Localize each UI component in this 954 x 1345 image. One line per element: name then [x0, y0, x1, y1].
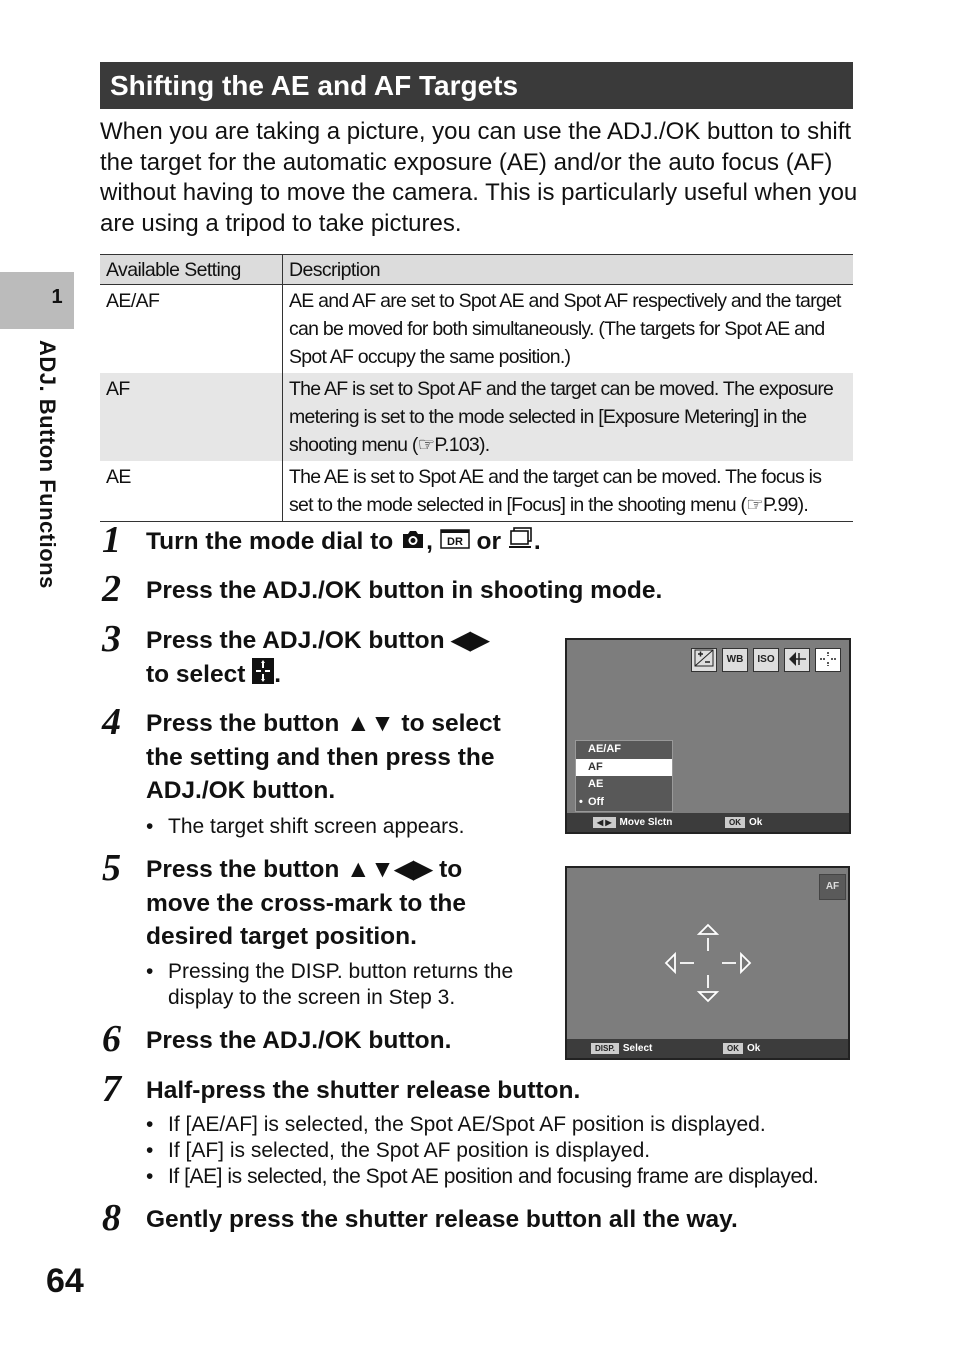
exposure-comp-icon — [691, 648, 717, 672]
step-number: 5 — [102, 847, 121, 889]
step-number: 4 — [102, 701, 121, 743]
step-3-text: Press the ADJ./OK button ◀▶ to select . — [146, 624, 489, 693]
left-right-arrows-icon: ◀▶ — [451, 627, 490, 654]
step-number: 2 — [102, 568, 121, 610]
continuous-icon — [508, 526, 534, 560]
menu-item-selected[interactable]: AF — [576, 759, 672, 777]
bullet-item: • If [AF] is selected, the Spot AF position is displayed. — [146, 1139, 651, 1162]
step-7-text: Half-press the shutter release button. — [146, 1077, 581, 1104]
camera-screen-target-shift — [565, 866, 850, 1060]
step-number: 8 — [102, 1197, 121, 1239]
move-selection-hint: Move Slctn — [619, 817, 673, 828]
reference-icon: ☞ — [746, 494, 764, 516]
screen-status-bar — [567, 813, 849, 832]
metering-icon — [784, 648, 810, 672]
select-hint: Select — [622, 1043, 653, 1054]
bullet-item: • The target shift screen appears. — [146, 815, 465, 838]
table-row — [100, 373, 853, 461]
table-cell-description: AE and AF are set to Spot AE and Spot AF respectively and the target can be moved for both simultaneously. (The targets for Spot AE and Spot AF occupy the same position.) — [289, 290, 841, 368]
left-right-key: ◀ ▶ — [593, 817, 616, 828]
step-4-text: Press the button ▲▼ to select the setting and then press the ADJ./OK button. — [146, 710, 501, 804]
iso-icon: ISO — [753, 648, 779, 672]
ok-hint: Ok — [747, 1043, 761, 1054]
page-number: 64 — [46, 1262, 84, 1300]
step-1-text: Turn the mode dial to , DR or . — [146, 525, 541, 559]
camera-screen-adj-menu — [565, 638, 851, 834]
step-2-text: Press the ADJ./OK button in shooting mode. — [146, 577, 663, 604]
bullet-item: • If [AE/AF] is selected, the Spot AE/Spot AF position is displayed. — [146, 1113, 766, 1136]
ok-key: OK — [723, 1043, 743, 1054]
table-cell-description: The AF is set to Spot AF and the target can be moved. The exposure metering is set to the mode selected in [Exposure Metering] in the shooting menu (☞P.103). — [283, 373, 854, 461]
step-5-text: Press the button ▲▼◀▶ to move the cross-mark to the desired target position. — [146, 856, 466, 950]
section-title: Shifting the AE and AF Targets — [100, 62, 853, 109]
step-8-text: Gently press the shutter release button all the way. — [146, 1206, 738, 1233]
table-cell-description: The AE is set to Spot AE and the target can be moved. The focus is set to the mode selected in [Focus] in the shooting menu (☞P.99). — [283, 461, 854, 522]
table-header-setting: Available Setting — [100, 255, 283, 285]
svg-text:DR: DR — [446, 535, 463, 548]
bullet-item: • Pressing the DISP. button returns the display to the screen in Step 3. — [146, 960, 514, 1009]
step-number: 6 — [102, 1018, 121, 1060]
target-shift-menu — [575, 740, 673, 812]
dr-icon — [440, 526, 470, 560]
table-header-description: Description — [283, 255, 854, 285]
step-number: 7 — [102, 1068, 121, 1110]
ok-key: OK — [725, 817, 745, 828]
target-shift-icon — [815, 648, 841, 672]
settings-table — [100, 254, 853, 522]
screen-status-bar — [567, 1039, 848, 1058]
ok-hint: Ok — [749, 817, 763, 828]
step-6-text: Press the ADJ./OK button. — [146, 1027, 452, 1054]
step-number: 1 — [102, 519, 121, 561]
disp-key: DISP. — [591, 1043, 619, 1054]
table-cell-setting: AE — [100, 461, 283, 522]
chapter-number: 1 — [51, 286, 63, 308]
table-cell-setting: AF — [100, 373, 283, 461]
table-row — [100, 285, 853, 374]
chapter-label: ADJ. Button Functions — [35, 340, 60, 589]
table-row — [100, 461, 853, 522]
menu-item[interactable]: AE — [588, 778, 604, 790]
white-balance-icon: WB — [722, 648, 748, 672]
table-cell-setting: AE/AF — [100, 285, 283, 374]
menu-item[interactable]: AE/AF — [588, 743, 621, 755]
af-badge: AF — [819, 874, 846, 900]
reference-icon: ☞ — [417, 434, 435, 456]
target-shift-icon — [252, 658, 274, 694]
intro-paragraph: When you are taking a picture, you can use the ADJ./OK button to shift the target for the automatic exposure (AE) and/or the auto focus (AF) without having to move the camera. This is particularly useful when you are using a tripod to take pictures. — [100, 118, 858, 237]
menu-item[interactable]: • Off — [576, 794, 672, 812]
cross-mark-target[interactable] — [663, 923, 753, 1003]
step-number: 3 — [102, 618, 121, 660]
bullet-item: • If [AE] is selected, the Spot AE position and focusing frame are displayed. — [146, 1165, 819, 1188]
camera-icon — [400, 526, 426, 560]
current-setting-dot-icon: • — [579, 795, 583, 808]
